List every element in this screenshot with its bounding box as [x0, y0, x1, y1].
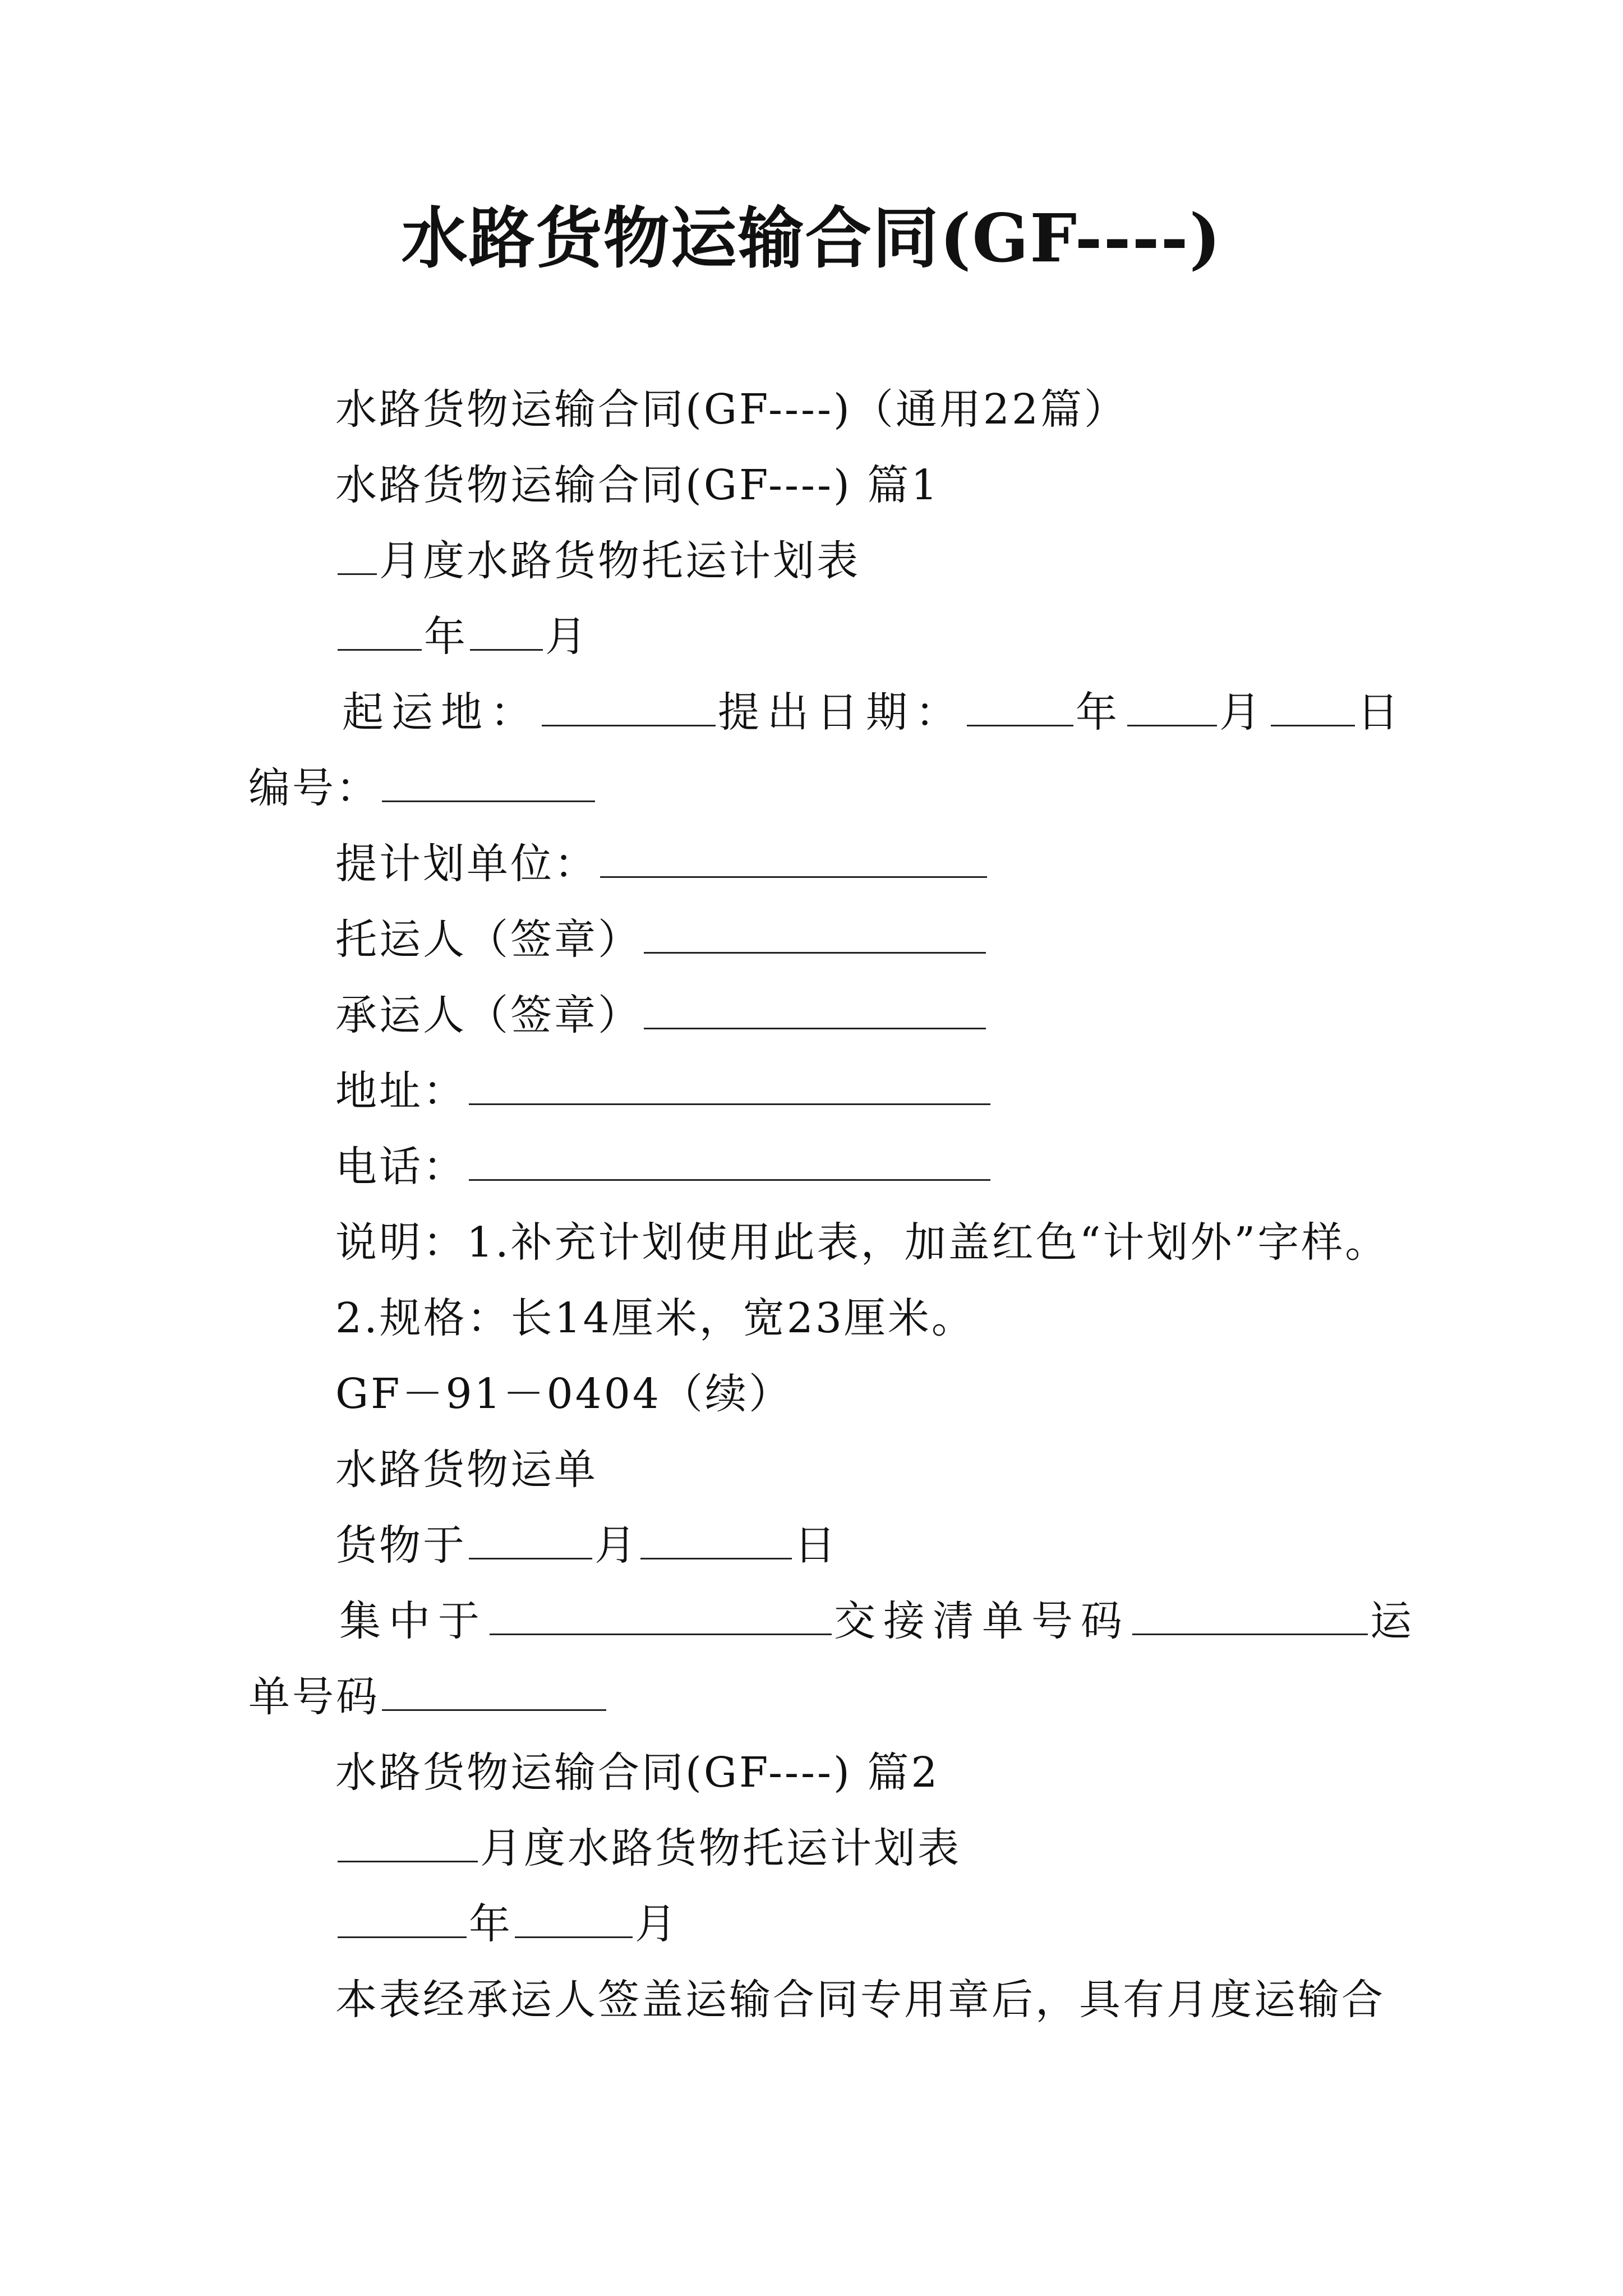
- blank-line: [600, 837, 987, 878]
- part2-form-title: [335, 1820, 961, 1876]
- blank-line: [338, 534, 377, 575]
- waybill-title: 水路货物运单: [335, 1446, 598, 1494]
- form-title-text: 月度水路货物托运计划表: [379, 537, 860, 585]
- year-label: 年: [1076, 688, 1125, 737]
- blank-line: [490, 1594, 832, 1635]
- form-title-text: 月度水路货物托运计划表: [480, 1824, 961, 1872]
- month-label: 月: [545, 613, 589, 661]
- handover-label: 交接清单号码: [834, 1597, 1130, 1645]
- waybill-no-label-part1: 运: [1370, 1597, 1419, 1645]
- planner-line: [335, 836, 989, 892]
- waybill-no-line: [248, 1669, 608, 1725]
- concentrated-label: 集中于: [339, 1597, 487, 1645]
- blank-line: [640, 1519, 792, 1559]
- goods-date-line: [335, 1517, 838, 1573]
- note1-line: 说明：1.补充计划使用此表，加盖红色“计划外”字样。: [335, 1218, 1389, 1267]
- blank-line: [644, 913, 986, 954]
- part2-body-text: 本表经承运人签盖运输合同专用章后，具有月度运输合: [335, 1976, 1385, 2024]
- year-label: 年: [424, 613, 468, 661]
- day-label: 日: [794, 1521, 838, 1570]
- blank-line: [338, 1821, 478, 1862]
- blank-line: [515, 1897, 633, 1938]
- shipper-line: [335, 912, 988, 968]
- blank-line: [338, 1897, 467, 1938]
- address-line: [335, 1063, 993, 1119]
- blank-line: [542, 685, 716, 726]
- month-label: 月: [1219, 688, 1269, 737]
- number-line: [248, 760, 597, 816]
- document-title: 水路货物运输合同(GF----): [401, 199, 1222, 277]
- month-label: 月: [594, 1521, 638, 1570]
- blank-line: [967, 685, 1073, 726]
- blank-line: [469, 1064, 990, 1105]
- waybill-no-label-part2: 单号码: [248, 1673, 380, 1721]
- part1-year-month: [335, 609, 589, 665]
- blank-line: [382, 1670, 606, 1711]
- part1-form-title: [335, 533, 860, 589]
- year-label: 年: [469, 1900, 513, 1948]
- planner-label: 提计划单位：: [335, 840, 598, 888]
- origin-label: 起运地：: [342, 688, 540, 737]
- concentrated-line: [339, 1593, 1419, 1649]
- date-label: 提出日期：: [718, 688, 965, 737]
- origin-date-line: [342, 684, 1407, 740]
- address-label: 地址：: [335, 1067, 467, 1115]
- phone-label: 电话：: [335, 1143, 467, 1191]
- blank-line: [338, 610, 422, 651]
- blank-line: [1132, 1594, 1368, 1635]
- carrier-label: 承运人（签章）: [335, 991, 642, 1039]
- blank-line: [470, 610, 543, 651]
- number-label: 编号：: [248, 764, 380, 812]
- blank-line: [469, 1140, 990, 1181]
- blank-line: [1127, 685, 1217, 726]
- blank-line: [644, 988, 986, 1029]
- day-label: 日: [1357, 688, 1407, 737]
- part2-year-month: [335, 1896, 679, 1952]
- blank-line: [469, 1519, 592, 1559]
- goods-on-label: 货物于: [335, 1521, 467, 1570]
- phone-line: [335, 1139, 993, 1195]
- intro-line: 水路货物运输合同(GF----)（通用22篇）: [335, 385, 1128, 434]
- form-code-line: GF－91－0404（续）: [335, 1370, 792, 1418]
- note2-line: 2.规格：长14厘米，宽23厘米。: [335, 1294, 975, 1342]
- part1-heading: 水路货物运输合同(GF----) 篇1: [335, 461, 940, 509]
- month-label: 月: [635, 1900, 679, 1948]
- shipper-label: 托运人（签章）: [335, 915, 642, 964]
- carrier-line: [335, 987, 988, 1043]
- blank-line: [1271, 685, 1355, 726]
- part2-heading: 水路货物运输合同(GF----) 篇2: [335, 1749, 940, 1797]
- blank-line: [382, 761, 595, 802]
